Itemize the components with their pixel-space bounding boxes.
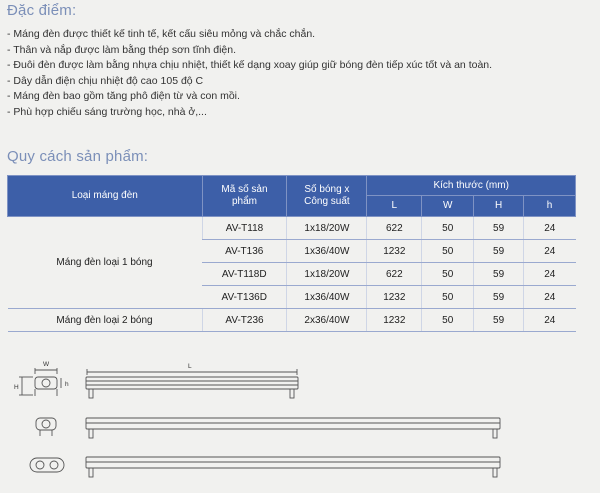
header-h: h — [524, 196, 576, 217]
cell-bulbs: 1x36/40W — [287, 286, 367, 309]
cell-h: 24 — [524, 263, 576, 286]
cell-L: 1232 — [367, 240, 422, 263]
dimension-label-L: L — [188, 363, 192, 370]
cell-L: 622 — [367, 263, 422, 286]
cross-section-1-drawing — [19, 368, 61, 396]
header-W: W — [422, 196, 474, 217]
dimension-label-W: W — [43, 361, 50, 368]
cross-section-2-drawing — [36, 418, 56, 436]
feature-item: - Dây dẫn điện chịu nhiệt độ cao 105 độ C — [7, 74, 492, 90]
cell-H: 59 — [474, 309, 524, 332]
group-label: Máng đèn loại 2 bóng — [8, 309, 203, 332]
feature-item: - Đuôi đèn được làm bằng nhựa chịu nhiệt, thiết kế dạng xoay giúp giữ bóng đèn tiếp xúc tốt và an toàn. — [7, 58, 492, 74]
fixture-1-drawing — [86, 369, 298, 398]
spec-title: Quy cách sản phẩm: — [7, 148, 149, 165]
header-L: L — [367, 196, 422, 217]
cross-section-3-drawing — [30, 458, 64, 472]
cell-code: AV-T136 — [202, 240, 287, 263]
cell-H: 59 — [474, 286, 524, 309]
cell-L: 622 — [367, 217, 422, 240]
cell-bulbs: 1x18/20W — [287, 217, 367, 240]
cell-W: 50 — [422, 263, 474, 286]
header-code: Mã số sản phẩm — [202, 176, 287, 217]
fixture-2-drawing — [86, 418, 500, 438]
cell-h: 24 — [524, 240, 576, 263]
cell-h: 24 — [524, 309, 576, 332]
cell-W: 50 — [422, 286, 474, 309]
header-row — [8, 176, 576, 196]
cell-code: AV-T118D — [202, 263, 287, 286]
cell-bulbs: 2x36/40W — [287, 309, 367, 332]
features-list — [7, 27, 492, 120]
cell-W: 50 — [422, 217, 474, 240]
fixture-3-drawing — [86, 457, 500, 477]
header-bulbs: Số bóng x Công suất — [287, 176, 367, 217]
features-title: Đặc điểm: — [7, 2, 77, 19]
cell-H: 59 — [474, 217, 524, 240]
header-H: H — [474, 196, 524, 217]
spec-table — [7, 175, 576, 332]
feature-item: - Phù hợp chiếu sáng trường học, nhà ở,... — [7, 105, 492, 121]
header-dims: Kích thước (mm) — [367, 176, 576, 196]
cell-W: 50 — [422, 240, 474, 263]
table-row — [8, 217, 576, 240]
cell-h: 24 — [524, 217, 576, 240]
cell-L: 1232 — [367, 286, 422, 309]
feature-item: - Thân và nắp được làm bằng thép sơn tĩnh điện. — [7, 43, 492, 59]
cell-code: AV-T136D — [202, 286, 287, 309]
cell-bulbs: 1x36/40W — [287, 240, 367, 263]
table-row — [8, 309, 576, 332]
cell-W: 50 — [422, 309, 474, 332]
cell-H: 59 — [474, 263, 524, 286]
dimension-label-h: h — [65, 381, 69, 388]
cell-h: 24 — [524, 286, 576, 309]
cell-bulbs: 1x18/20W — [287, 263, 367, 286]
cell-code: AV-T118 — [202, 217, 287, 240]
group-label: Máng đèn loại 1 bóng — [8, 217, 203, 309]
cell-H: 59 — [474, 240, 524, 263]
cell-code: AV-T236 — [202, 309, 287, 332]
feature-item: - Máng đèn bao gồm tăng phô điện từ và con mồi. — [7, 89, 492, 105]
technical-drawings — [0, 350, 600, 493]
cell-L: 1232 — [367, 309, 422, 332]
dimension-label-H: H — [14, 384, 19, 391]
header-type: Loại máng đèn — [8, 176, 203, 217]
feature-item: - Máng đèn được thiết kế tinh tế, kết cấu siêu mỏng và chắc chắn. — [7, 27, 492, 43]
